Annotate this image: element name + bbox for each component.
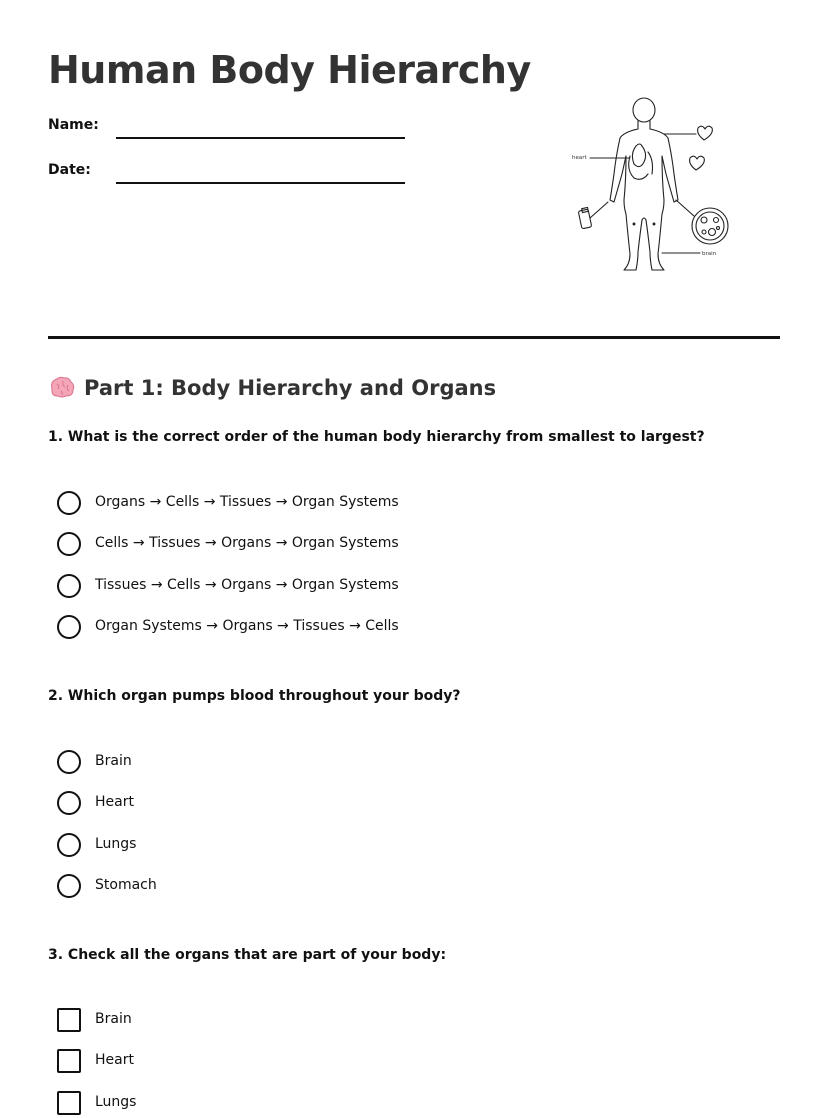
- option-label: Tissues → Cells → Organs → Organ Systems: [95, 577, 399, 593]
- option-label: Heart: [95, 794, 134, 810]
- checkbox[interactable]: [57, 1049, 81, 1073]
- q1-option-3[interactable]: [57, 573, 557, 599]
- name-label: Name:: [48, 117, 99, 133]
- section-divider: [48, 336, 780, 339]
- option-label: Organs → Cells → Tissues → Organ Systems: [95, 494, 399, 510]
- option-label: Stomach: [95, 877, 157, 893]
- q2-option-1[interactable]: [57, 749, 557, 775]
- heart-label: heart: [572, 155, 587, 161]
- q3-option-2[interactable]: [57, 1048, 557, 1074]
- q2-option-3[interactable]: [57, 832, 557, 858]
- page-title: Human Body Hierarchy: [48, 48, 531, 92]
- section-title-text: Part 1: Body Hierarchy and Organs: [84, 376, 497, 400]
- q2-option-4[interactable]: [57, 873, 557, 899]
- question-1: 1. What is the correct order of the human body hierarchy from smallest to largest?: [48, 429, 705, 445]
- option-label: Brain: [95, 753, 132, 769]
- radio-button[interactable]: [57, 833, 81, 857]
- q1-option-1[interactable]: [57, 490, 557, 516]
- radio-button[interactable]: [57, 791, 81, 815]
- name-field[interactable]: [48, 117, 408, 141]
- option-label: Lungs: [95, 836, 137, 852]
- section-title: [48, 375, 496, 400]
- radio-button[interactable]: [57, 574, 81, 598]
- radio-button[interactable]: [57, 874, 81, 898]
- brain-emoji-icon: [48, 375, 76, 399]
- radio-button[interactable]: [57, 491, 81, 515]
- date-field[interactable]: [48, 162, 408, 186]
- q1-option-2[interactable]: [57, 531, 557, 557]
- human-body-illustration: [568, 96, 736, 274]
- name-input-line[interactable]: [116, 137, 405, 139]
- option-label: Organ Systems → Organs → Tissues → Cells: [95, 618, 399, 634]
- radio-button[interactable]: [57, 750, 81, 774]
- question-2: 2. Which organ pumps blood throughout your body?: [48, 688, 461, 704]
- date-input-line[interactable]: [116, 182, 405, 184]
- radio-button[interactable]: [57, 532, 81, 556]
- option-label: Heart: [95, 1052, 134, 1068]
- q3-option-1[interactable]: [57, 1007, 557, 1033]
- date-label: Date:: [48, 162, 91, 178]
- option-label: Brain: [95, 1011, 132, 1027]
- radio-button[interactable]: [57, 615, 81, 639]
- checkbox[interactable]: [57, 1008, 81, 1032]
- option-label: Cells → Tissues → Organs → Organ Systems: [95, 535, 399, 551]
- option-label: Lungs: [95, 1094, 137, 1110]
- question-3: 3. Check all the organs that are part of your body:: [48, 947, 447, 963]
- q1-option-4[interactable]: [57, 614, 557, 640]
- q2-option-2[interactable]: [57, 790, 557, 816]
- q3-option-3[interactable]: [57, 1090, 557, 1116]
- checkbox[interactable]: [57, 1091, 81, 1115]
- brain-label: brain: [702, 251, 717, 257]
